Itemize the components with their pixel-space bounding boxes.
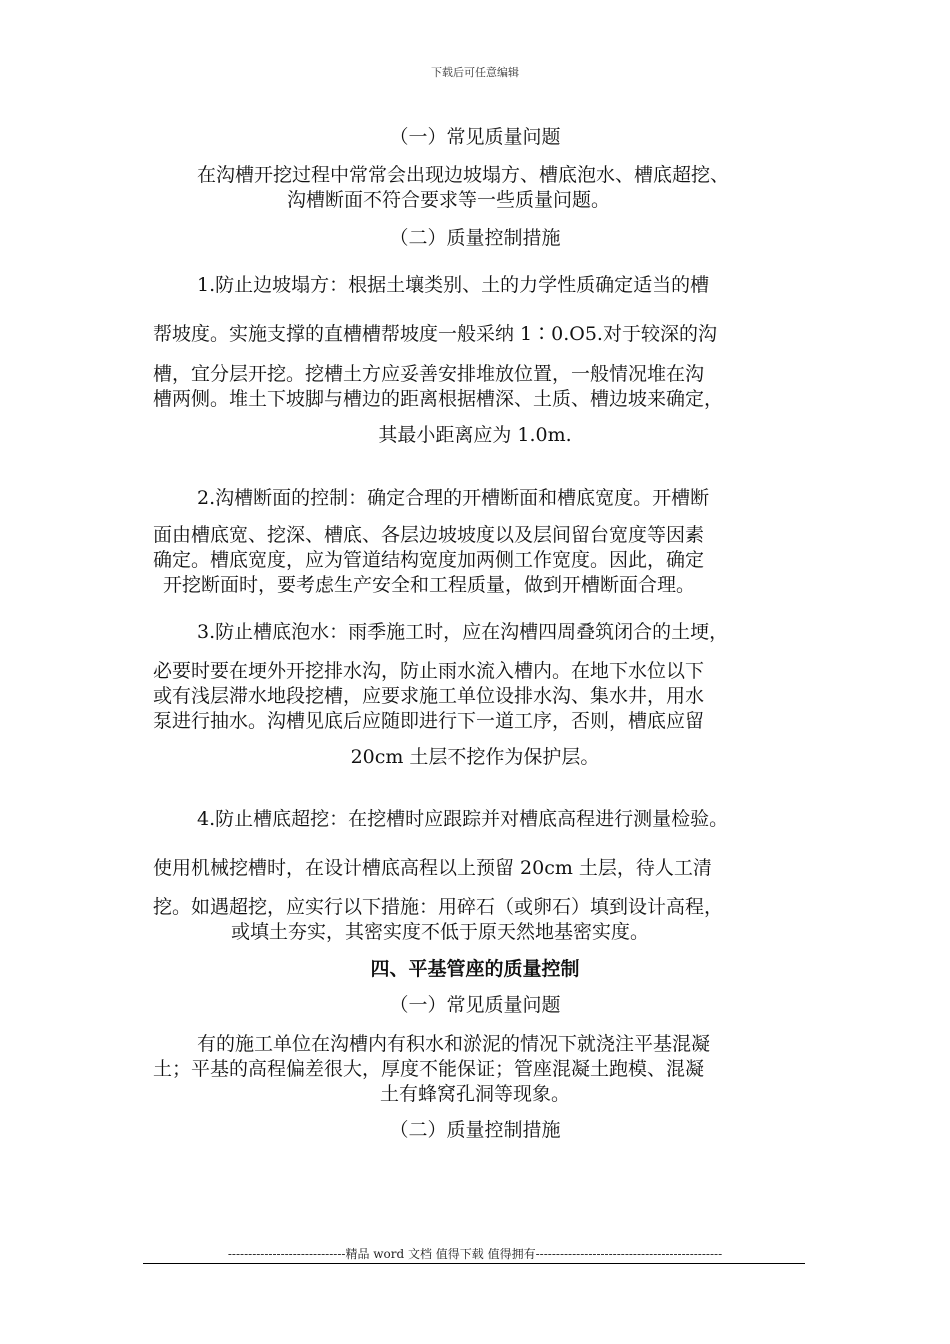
paragraph-line: 1.防止边坡塌方：根据土壤类别、土的力学性质确定适当的槽 — [197, 274, 710, 296]
page-footer: -----------------------------精品 word 文档 值得下载 值得拥有---------------------------------------------- — [227, 1247, 723, 1261]
paragraph-line: 土；平基的高程偏差很大，厚度不能保证；管座混凝土跑模、混凝 — [153, 1058, 705, 1080]
paragraph-line: 确定。槽底宽度，应为管道结构宽度加两侧工作宽度。因此，确定 — [153, 549, 705, 571]
subheading-common-issues: （一）常见质量问题 — [389, 126, 561, 148]
subheading-control-measures: （二）质量控制措施 — [389, 1119, 561, 1141]
paragraph-line: 2.沟槽断面的控制：确定合理的开槽断面和槽底宽度。开槽断 — [197, 487, 710, 509]
paragraph-line: 沟槽断面不符合要求等一些质量问题。 — [287, 189, 611, 211]
paragraph-line: 4.防止槽底超挖：在挖槽时应跟踪并对槽底高程进行测量检验。 — [197, 808, 729, 830]
paragraph-line: 或填土夯实，其密实度不低于原天然地基密实度。 — [231, 921, 650, 943]
paragraph-line: 面由槽底宽、挖深、槽底、各层边坡坡度以及层间留台宽度等因素 — [153, 524, 705, 546]
subheading-control-measures: （二）质量控制措施 — [389, 227, 561, 249]
footer-rule — [143, 1263, 805, 1264]
paragraph-line: 使用机械挖槽时，在设计槽底高程以上预留 20cm 土层，待人工清 — [153, 857, 712, 879]
paragraph-line: 帮坡度。实施支撑的直槽槽帮坡度一般采纳 1∶0.O5.对于较深的沟 — [153, 323, 717, 345]
paragraph-line: 有的施工单位在沟槽内有积水和淤泥的情况下就浇注平基混凝 — [197, 1033, 711, 1055]
page-header: 下载后可任意编辑 — [431, 66, 519, 79]
paragraph-line: 挖。如遇超挖，应实行以下措施：用碎石（或卵石）填到设计高程， — [153, 896, 724, 918]
subheading-common-issues: （一）常见质量问题 — [389, 994, 561, 1016]
paragraph-line: 在沟槽开挖过程中常常会出现边坡塌方、槽底泡水、槽底超挖、 — [197, 164, 730, 186]
paragraph-line: 其最小距离应为 1.0m. — [378, 424, 572, 446]
paragraph-line: 开挖断面时，要考虑生产安全和工程质量，做到开槽断面合理。 — [163, 574, 696, 596]
paragraph-line: 槽两侧。堆土下坡脚与槽边的距离根据槽深、土质、槽边坡来确定， — [153, 388, 724, 410]
paragraph-line: 泵进行抽水。沟槽见底后应随即进行下一道工序，否则，槽底应留 — [153, 710, 705, 732]
paragraph-line: 3.防止槽底泡水：雨季施工时，应在沟槽四周叠筑闭合的土埂， — [197, 621, 729, 643]
section-heading: 四、平基管座的质量控制 — [370, 958, 580, 980]
paragraph-line: 必要时要在埂外开挖排水沟，防止雨水流入槽内。在地下水位以下 — [153, 660, 705, 682]
paragraph-line: 20cm 土层不挖作为保护层。 — [350, 746, 600, 768]
paragraph-line: 槽，宜分层开挖。挖槽土方应妥善安排堆放位置，一般情况堆在沟 — [153, 363, 705, 385]
paragraph-line: 或有浅层滞水地段挖槽，应要求施工单位设排水沟、集水井，用水 — [153, 685, 705, 707]
paragraph-line: 土有蜂窝孔洞等现象。 — [379, 1083, 570, 1105]
